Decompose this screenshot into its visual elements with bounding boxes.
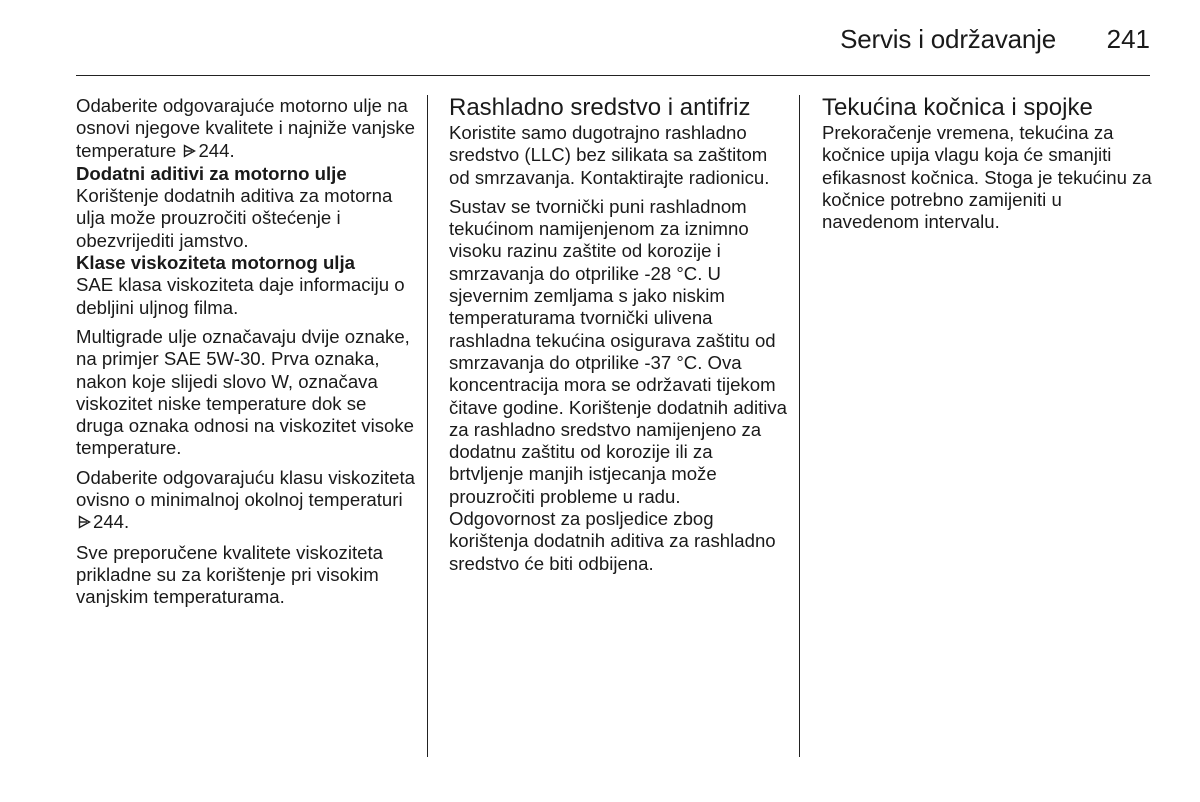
- viscosity-paragraph: SAE klasa viskoziteta daje informaciju o debljini uljnog filma.: [76, 274, 405, 318]
- select-viscosity-paragraph: Odaberite odgovarajuću klasu viskoziteta ovisno o minimalnoj okolnoj temperaturi 244.: [76, 467, 416, 535]
- additives-paragraph: Korištenje dodatnih aditiva za motorna ulja može prouzročiti oštećenje i obezvrijediti jamstvo.: [76, 185, 393, 251]
- column-coolant: [449, 95, 789, 575]
- intro-paragraph: Odaberite odgovarajuće motorno ulje na osnovi njegove kvalitete i najniže vanjske temperature 244.: [76, 95, 416, 163]
- column-divider: [427, 95, 428, 757]
- multigrade-paragraph: Multigrade ulje označavaju dvije oznake, na primjer SAE 5W-30. Prva oznaka, nakon koje slijedi slovo W, označava viskozitet niske temperature dok se druga oznaka odnosi na viskozitet visoke temperature.: [76, 325, 414, 459]
- brake-fluid-heading: Tekućina kočnica i spojke: [822, 94, 1093, 121]
- column-brake-fluid: [822, 95, 1162, 233]
- page-reference[interactable]: 244.: [198, 139, 235, 161]
- coolant-paragraph-1: Koristite samo dugotrajno rashladno sredstvo (LLC) bez silikata sa zaštitom od smrzavanja. Kontaktirajte radionicu.: [449, 122, 770, 188]
- brake-fluid-paragraph: Prekoračenje vremena, tekućina za kočnice upija vlagu koja će smanjiti efikasnost kočnica. Stoga je tekućinu za kočnice potrebno zamijeniti u navedenom intervalu.: [822, 122, 1152, 233]
- page-reference-arrow-icon: [183, 141, 196, 163]
- header-rule: [76, 75, 1150, 76]
- page-header: [0, 22, 1150, 62]
- page-reference[interactable]: 244.: [93, 511, 130, 533]
- page-reference-arrow-icon: [78, 512, 91, 534]
- page-number: 241: [1106, 24, 1150, 54]
- column-divider: [799, 95, 800, 757]
- section-title: Servis i održavanje: [840, 24, 1056, 54]
- recommended-paragraph: Sve preporučene kvalitete viskoziteta prikladne su za korištenje pri visokim vanjskim temperaturama.: [76, 541, 383, 608]
- coolant-paragraph-2: Sustav se tvornički puni rashladnom tekućinom namijenjenom za iznimno visoku razinu zaštite od korozije i smrzavanja do otprilike -28 °C. U sjevernim zemljama s jako niskim temperaturama tvornički ulivena rashladna tekućina osigurava zaštitu od smrzavanja do otprilike -37 °C. Ova koncentracija mora se održavati tijekom čitave godine. Korištenje dodatnih aditiva za rashladno sredstvo namijenjeno za dodatnu zaštitu od korozije ili za brtvljenje manjih istjecanja može prouzročiti probleme u radu. Odgovornost za posljedice zbog korištenja dodatnih aditiva za rashladno sredstvo će biti odbijena.: [449, 195, 788, 574]
- viscosity-heading: Klase viskoziteta motornog ulja: [76, 252, 355, 274]
- additives-heading: Dodatni aditivi za motorno ulje: [76, 162, 347, 184]
- column-engine-oil: [76, 95, 416, 609]
- coolant-heading: Rashladno sredstvo i antifriz: [449, 94, 751, 121]
